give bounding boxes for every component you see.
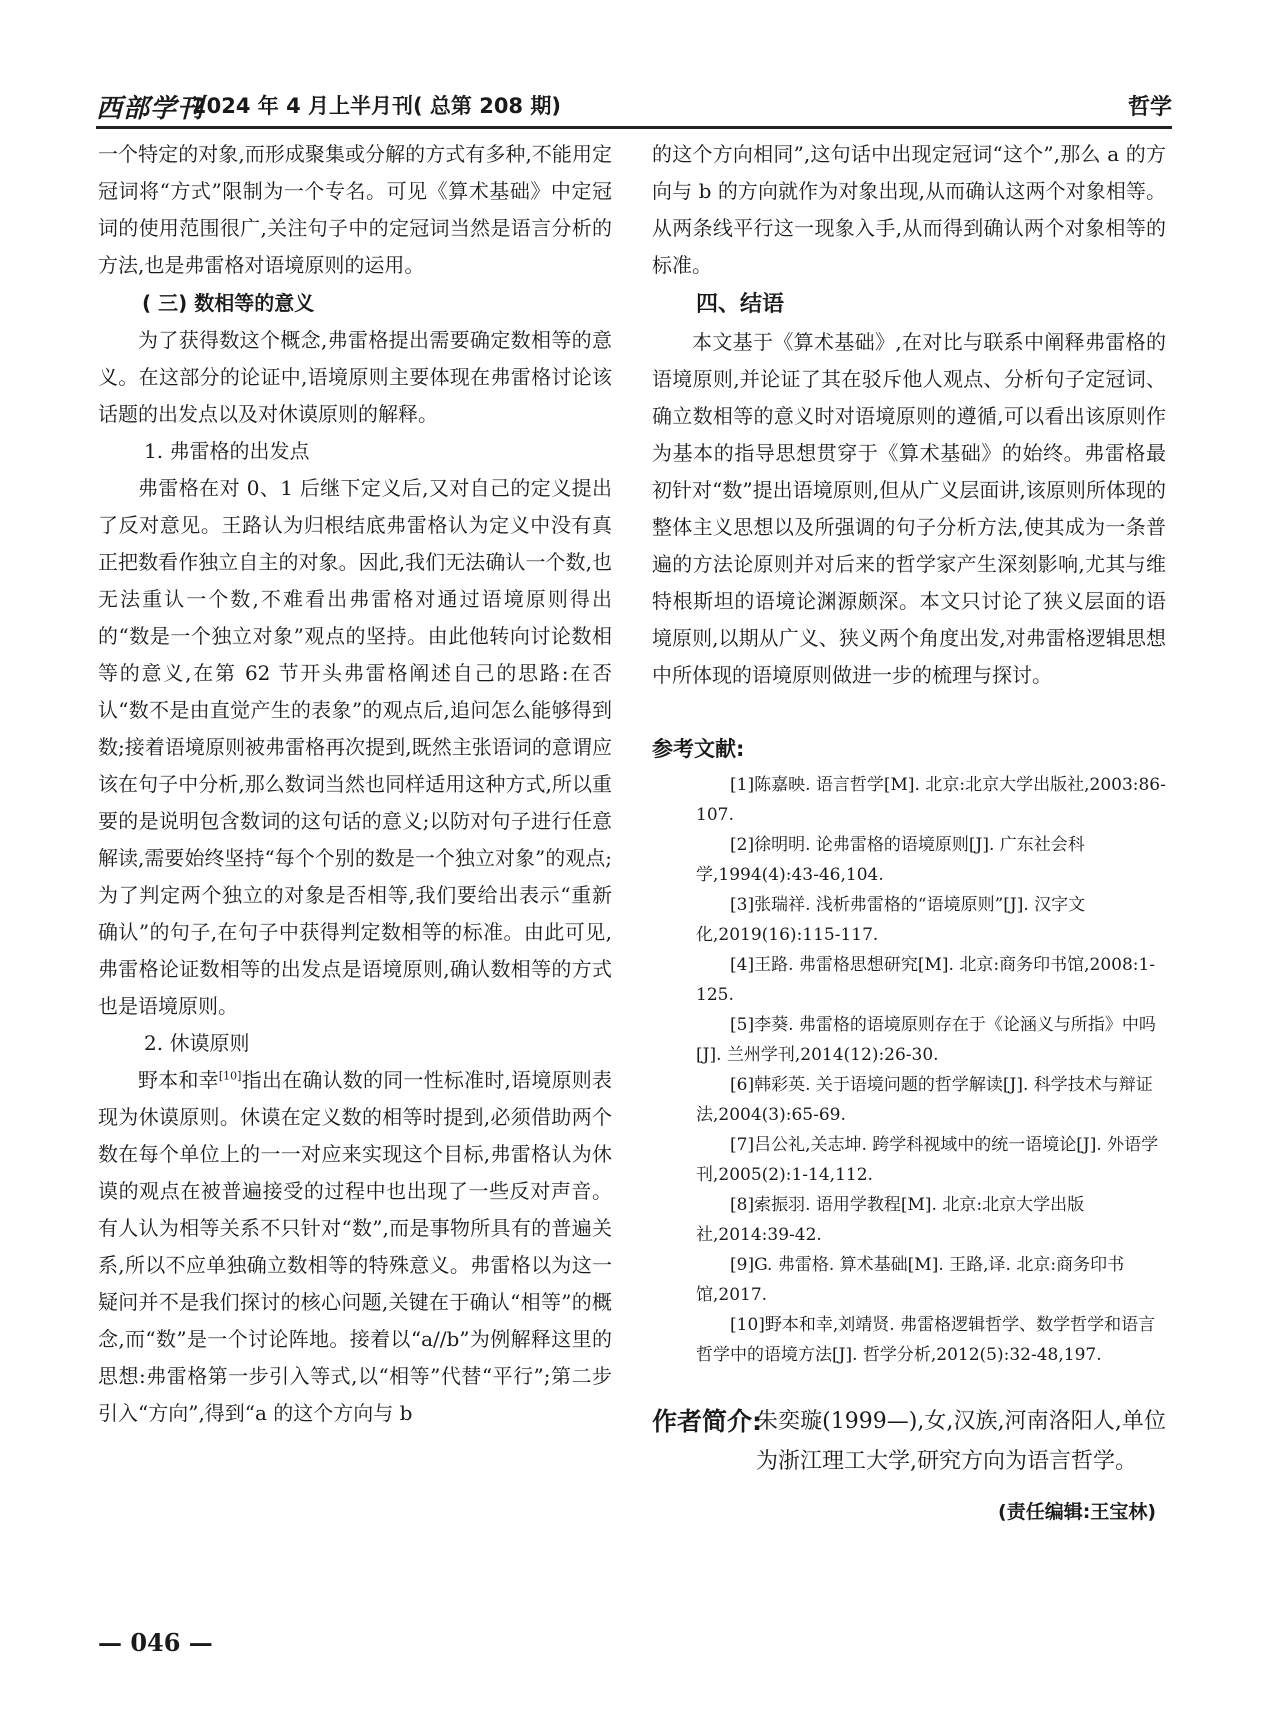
section-name: 哲学	[1127, 95, 1172, 120]
author-mention: 野本和幸	[138, 1068, 219, 1092]
paragraph-text: 指出在确认数的同一性标准时,语境原则表现为休谟原则。休谟在定义数的相等时提到,必须借助两个数在每个单位上的一一对应来实现这个目标,弗雷格认为休谟的观点在被普遍接受的过程中也出现了一些反对声音。有人认为相等关系不只针对“数”,而是事物所具有的普遍关系,所以不应单独确立数相等的特殊意义。弗雷格以为这一疑问并不是我们探讨的核心问题,关键在于确认“相等”的概念,而“数”是一个讨论阵地。接着以“a//b”为例解释这里的思想:弗雷格第一步引入等式,以“相等”代替“平行”;第二步引入“方向”,得到“a 的这个方向与 b	[98, 1068, 613, 1425]
subsection-heading: 2. 休谟原则	[144, 1031, 250, 1055]
references-title: 参考文献:	[652, 737, 745, 761]
right-column	[652, 136, 1166, 1531]
page-header	[96, 88, 1172, 122]
paragraph: 一个特定的对象,而形成聚集或分解的方式有多种,不能用定冠词将“方式”限制为一个专名。可见《算术基础》中定冠词的使用范围很广,关注句子中的定冠词当然是语言分析的方法,也是弗雷格对语境原则的运用。	[98, 142, 612, 277]
left-column	[98, 136, 612, 1432]
author-bio-label: 作者简介:	[652, 1407, 762, 1436]
subsection-heading: 1. 弗雷格的出发点	[144, 439, 310, 463]
citation-marker: [10]	[218, 1069, 242, 1083]
references-list	[652, 770, 1166, 1370]
reference-item: [5]李葵. 弗雷格的语境原则存在于《论涵义与所指》中吗[J]. 兰州学刊,2014(12):26-30.	[696, 1015, 1156, 1065]
responsible-editor: (责任编辑:王宝林)	[998, 1501, 1156, 1523]
reference-item: [10]野本和幸,刘靖贤. 弗雷格逻辑哲学、数学哲学和语言哲学中的语境方法[J]. 哲学分析,2012(5):32-48,197.	[696, 1315, 1156, 1365]
reference-item: [1]陈嘉映. 语言哲学[M]. 北京:北京大学出版社,2003:86-107.	[696, 775, 1166, 825]
reference-item: [7]吕公礼,关志坤. 跨学科视域中的统一语境论[J]. 外语学刊,2005(2):1-14,112.	[696, 1135, 1159, 1185]
reference-item: [2]徐明明. 论弗雷格的语境原则[J]. 广东社会科学,1994(4):43-46,104.	[696, 835, 1085, 885]
section-heading: 四、结语	[696, 292, 785, 317]
paragraph: 的这个方向相同”,这句话中出现定冠词“这个”,那么 a 的方向与 b 的方向就作为对象出现,从而确认这两个对象相等。从两条线平行这一现象入手,从而得到确认两个对象相等的标准。	[652, 142, 1166, 277]
page-number: — 046 —	[98, 1628, 213, 1657]
reference-item: [4]王路. 弗雷格思想研究[M]. 北京:商务印书馆,2008:1-125.	[696, 955, 1156, 1005]
paragraph: 为了获得数这个概念,弗雷格提出需要确定数相等的意义。在这部分的论证中,语境原则主要体现在弗雷格讨论该话题的出发点以及对休谟原则的解释。	[98, 328, 612, 426]
reference-item: [8]索振羽. 语用学教程[M]. 北京:北京大学出版社,2014:39-42.	[696, 1195, 1085, 1245]
reference-item: [6]韩彩英. 关于语境问题的哲学解读[J]. 科学技术与辩证法,2004(3):65-69.	[696, 1075, 1153, 1125]
author-bio-text: 朱奕璇(1999—),女,汉族,河南洛阳人,单位为浙江理工大学,研究方向为语言哲学。	[756, 1409, 1166, 1474]
paragraph	[98, 1062, 612, 1432]
journal-logo: 西部学刊	[96, 94, 205, 124]
reference-item: [3]张瑞祥. 浅析弗雷格的“语境原则”[J]. 汉字文化,2019(16):115-117.	[696, 895, 1086, 945]
issue-info: 2024 年 4 月上半月刊( 总第 208 期)	[192, 94, 561, 118]
paragraph: 本文基于《算术基础》,在对比与联系中阐释弗雷格的语境原则,并论证了其在驳斥他人观点、分析句子定冠词、确立数相等的意义时对语境原则的遵循,可以看出该原则作为基本的指导思想贯穿于《算术基础》的始终。弗雷格最初针对“数”提出语境原则,但从广义层面讲,该原则所体现的整体主义思想以及所强调的句子分析方法,使其成为一条普遍的方法论原则并对后来的哲学家产生深刻影响,尤其与维特根斯坦的语境论渊源颇深。本文只讨论了狭义层面的语境原则,以期从广义、狭义两个角度出发,对弗雷格逻辑思想中所体现的语境原则做进一步的梳理与探讨。	[652, 330, 1166, 687]
reference-item: [9]G. 弗雷格. 算术基础[M]. 王路,译. 北京:商务印书馆,2017.	[696, 1255, 1125, 1305]
header-rule	[96, 126, 1172, 129]
section-heading: ( 三) 数相等的意义	[142, 291, 315, 315]
author-bio	[652, 1402, 1166, 1482]
paragraph: 弗雷格在对 0、1 后继下定义后,又对自己的定义提出了反对意见。王路认为归根结底弗雷格认为定义中没有真正把数看作独立自主的对象。因此,我们无法确认一个数,也无法重认一个数,不难看出弗雷格对通过语境原则得出的“数是一个独立对象”观点的坚持。由此他转向讨论数相等的意义,在第 62 节开头弗雷格阐述自己的思路:在否认“数不是由直觉产生的表象”的观点后,追问怎么能够得到数;接着语境原则被弗雷格再次提到,既然主张语词的意谓应该在句子中分析,那么数词当然也同样适用这种方式,所以重要的是说明包含数词的这句话的意义;以防对句子进行任意解读,需要始终坚持“每个个别的数是一个独立对象”的观点;为了判定两个独立的对象是否相等,我们要给出表示“重新确认”的句子,在句子中获得判定数相等的标准。由此可见,弗雷格论证数相等的出发点是语境原则,确认数相等的方式也是语境原则。	[98, 476, 612, 1018]
